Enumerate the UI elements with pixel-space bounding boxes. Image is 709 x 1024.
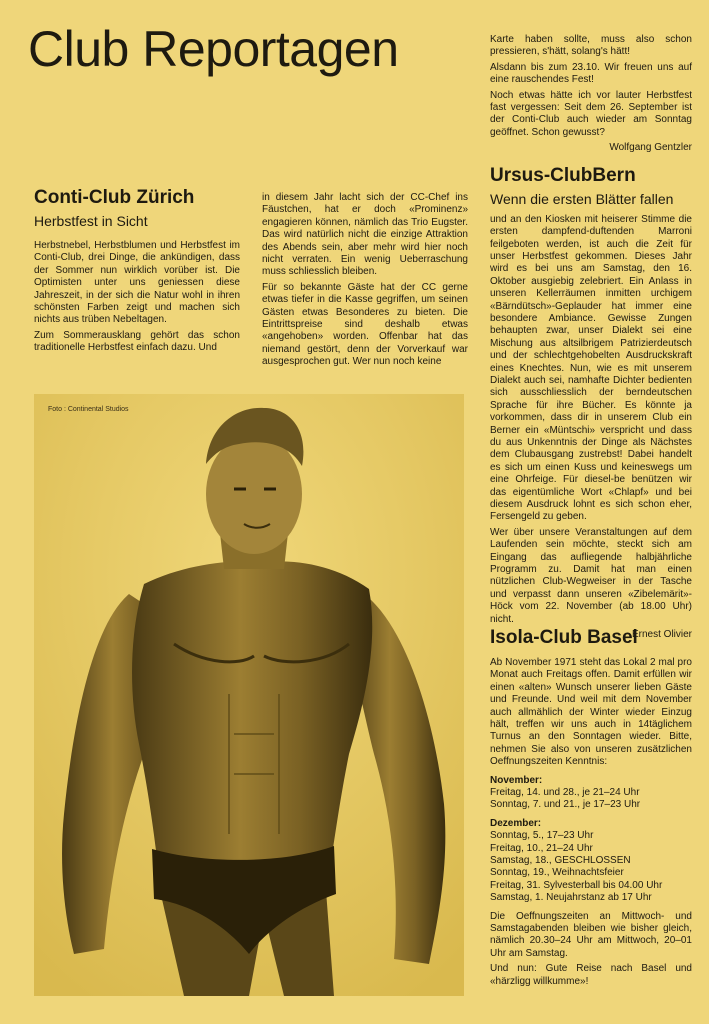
athlete-figure	[34, 394, 464, 996]
paragraph: Für so bekannte Gäste hat der CC gerne etwas tiefer in die Kasse gegriffen, um seinen Gästen etwas Besonderes zu bieten. Die Eintrittspreise sind deshalb etwas «angehoben» worden. Offenbar hat das niemand gestört, denn der Vorverkauf war ausgesprochen gut. Wer nun noch keine	[262, 281, 468, 368]
paragraph: Zum Sommerausklang gehört das schon traditionelle Herbstfest einfach dazu. Und	[34, 329, 240, 354]
conti-column-1	[34, 240, 240, 358]
paragraph: Ab November 1971 steht das Lokal 2 mal pro Monat auch Freitags offen. Damit erfüllen wir einen «alten» Wunsch unserer lieben Gäste und Freunde. Und weil mit dem November auch allmählich der Winter wieder Einzug hält, treffen wir uns auch in 14täglichem Turnus an den Sonntagen wieder. Bitte, nehmen Sie also von unseren zusätzlichen Oeffnungszeiten Kenntnis:	[490, 656, 692, 768]
november-label: November:	[490, 774, 543, 786]
schedule-line: Sonntag, 19., Weihnachtsfeier	[490, 867, 624, 879]
schedule-line: Samstag, 1. Neujahrstanz ab 17 Uhr	[490, 892, 652, 904]
paragraph: in diesem Jahr lacht sich der CC-Chef ins Fäustchen, hat er doch «Prominenz» engagieren können, nämlich das Trio Eugster. Das wird natürlich nicht die einzige Attraktion des Abends sein, aber mehr wird hier noch nicht verraten. Ein wenig Ueberraschung muss schliesslich bleiben.	[262, 192, 468, 278]
paragraph: und an den Kiosken mit heiserer Stimme die ersten dampfend-duftenden Marroni feilgeboten werden, ist auch die Zeit für unser Herbstfest gekommen. Dieses Jahr wird es bei uns am Samstag, den 16. Oktober ausgiebig zelebriert. Ein Anlass in unseren Kellerräumen inmitten urchigem «Bärndütsch»-Geplauder hat immer eine besondere Ambiance. Gewisse Zungen behaupten zwar, unser Dialekt sei eine Mischung aus altsilbrigem Patrizierdeutsch und der schlechtgehobelten Ausdruckskraft eines Knechtes. Nun, wie es mit unserem Dialekt auch sei, namhafte Dichter bedienten sich ausschliesslich der berndeutschen Sprache für ihre Bücher. Es könnte ja vorkommen, dass dir in unserem Club ein Berner ein «Müntschi» verspricht und dass du aus Unkenntnis der Dinge als Nächstes dem Clubausgang zustrebst! Dabei handelt es sich um einen Kuss und keineswegs um eine Ohrfeige. Für diesel-be benützen wir das eigentümliche Wort «Chlapf» und bei diesem Ausdruck lohnt es sich schon eher, Fersengeld zu geben.	[490, 213, 692, 523]
bodybuilder-photo	[34, 394, 464, 996]
author-signature: Ernest Olivier	[631, 629, 692, 641]
schedule-line: Freitag, 31. Sylvesterball bis 04.00 Uhr	[490, 879, 663, 891]
page-title: Club Reportagen	[28, 21, 399, 77]
section-subheading: Herbstfest in Sicht	[34, 212, 148, 229]
schedule-line: Freitag, 10., 21–24 Uhr	[490, 842, 593, 854]
schedule-line: Sonntag, 5., 17–23 Uhr	[490, 830, 594, 842]
schedule-line: Sonntag, 7. und 21., je 17–23 Uhr	[490, 799, 641, 811]
paragraph: Alsdann bis zum 23.10. Wir freuen uns auf eine rauschendes Fest!	[490, 61, 692, 86]
paragraph: Die Oeffnungszeiten an Mittwoch- und Samstagabenden bleiben wie bisher gleich, nämlich 20.30–24 Uhr am Mittwoch, 20–01 Uhr am Samstag.	[490, 910, 692, 959]
isola-section	[490, 628, 692, 991]
schedule-line: Samstag, 18., GESCHLOSSEN	[490, 854, 631, 866]
section-subheading: Wenn die ersten Blätter fallen	[490, 190, 674, 207]
paragraph: Herbstnebel, Herbstblumen und Herbstfest im Conti-Club, drei Dinge, die ankündigen, dass der Sommer nun wirklich vorüber ist. Die Optimisten unter uns geniessen diese Jahreszeit, in der sich die Natur wohl in ihren schönsten Farben zeigt und machen sich nichts aus trüben Nebeltagen.	[34, 240, 240, 326]
section-heading: Ursus-ClubBern	[490, 165, 636, 186]
schedule-line: Freitag, 14. und 28., je 21–24 Uhr	[490, 786, 640, 798]
conti-continuation	[490, 34, 692, 158]
conti-column-2	[262, 192, 468, 372]
paragraph: Noch etwas hätte ich vor lauter Herbstfest fast vergessen: Seit dem 26. September ist der Conti-Club auch wieder am Sonntag geöffnet. Schon gewusst?	[490, 89, 692, 138]
paragraph: Karte haben sollte, muss also schon pressieren, s'hätt, solang's hätt!	[490, 34, 692, 58]
section-heading: Isola-Club Basel	[490, 627, 638, 648]
ursus-section	[490, 166, 692, 645]
section-heading: Conti-Club Zürich	[34, 187, 195, 208]
conti-header	[34, 188, 254, 238]
photo-credit: Foto : Continental Studios	[48, 406, 129, 413]
paragraph: Und nun: Gute Reise nach Basel und «härzligg willkumme»!	[490, 963, 692, 987]
december-label: Dezember:	[490, 817, 542, 829]
paragraph: Wer über unsere Veranstaltungen auf dem Laufenden sein möchte, steckt sich am Eingang das aufliegende halbjährliche Programm zu. Damit hat man einen nützlichen Club-Wegweiser in der Tasche und verpasst dann unseren «Zibelemärit»-Höck vom 22. November (ab 18.00 Uhr) nicht.	[490, 526, 692, 625]
author-signature: Wolfgang Gentzler	[609, 142, 692, 154]
